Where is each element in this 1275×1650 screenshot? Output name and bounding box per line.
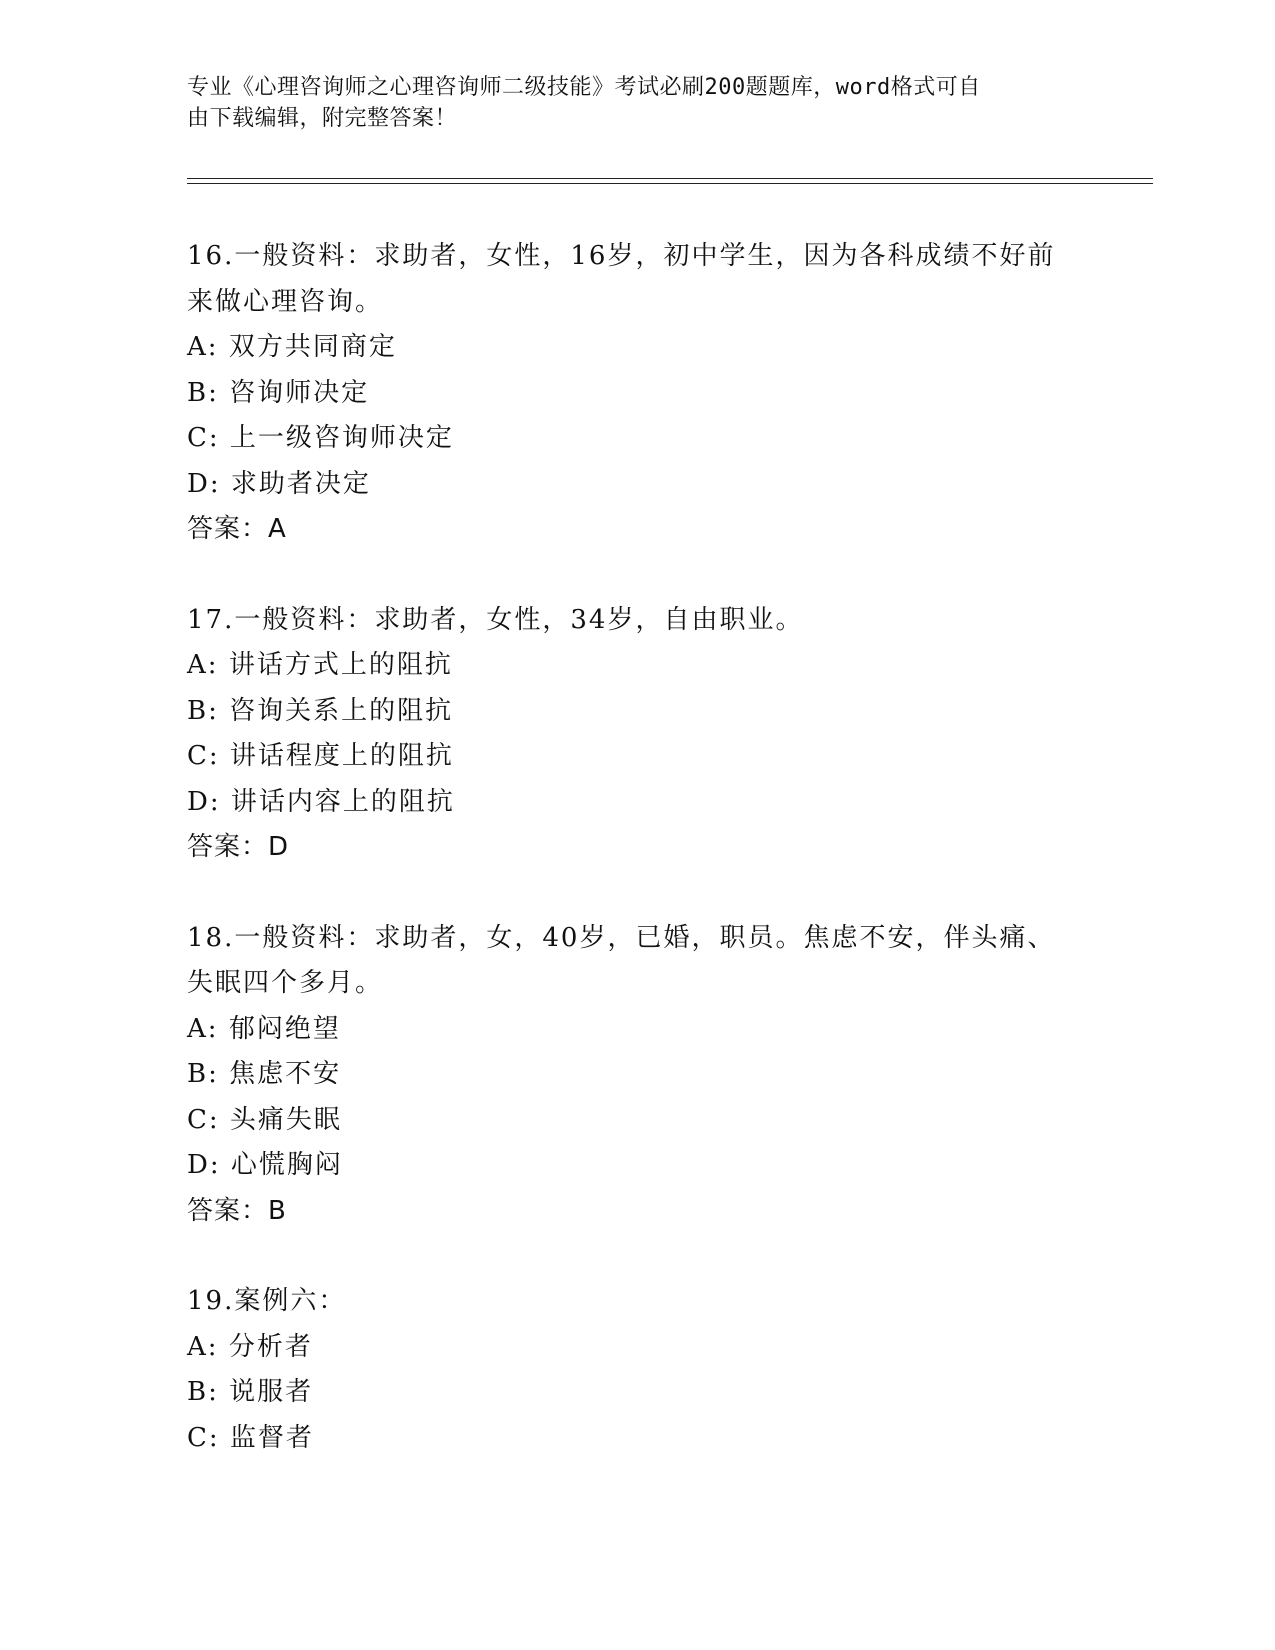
option-b [187, 371, 1087, 417]
answer-label: 答案： [187, 1195, 269, 1226]
question-text: 一般资料：求助者，女性，16岁，初中学生，因为各科成绩不好前 [234, 241, 1056, 271]
option-text: 心慌胸闷 [230, 1150, 343, 1180]
answer-value: B [268, 1195, 287, 1226]
question-text-line-1 [187, 234, 1087, 280]
option-d [187, 462, 1087, 508]
option-a [187, 1007, 1087, 1053]
question-number: 16. [187, 241, 235, 271]
question-text-line-2: 来做心理咨询。 [187, 286, 384, 317]
option-a [187, 643, 1087, 689]
option-text: 分析者 [228, 1331, 313, 1362]
header-divider-top [187, 178, 1153, 179]
option-label: B: [187, 1059, 219, 1089]
option-text: 郁闷绝望 [228, 1013, 341, 1044]
option-label: C: [187, 1104, 220, 1135]
option-b [187, 689, 1087, 735]
question-16 [187, 234, 1087, 553]
option-label: B: [187, 695, 219, 726]
option-a [187, 325, 1087, 371]
question-number: 17. [187, 604, 235, 635]
option-label: C: [187, 741, 220, 771]
answer-label: 答案： [187, 832, 269, 862]
option-label: D: [187, 468, 221, 499]
option-text: 头痛失眠 [229, 1104, 342, 1135]
option-label: A: [187, 1331, 219, 1362]
question-text: 一般资料：求助者，女，40岁，已婚，职员。焦虑不安，伴头痛、 [234, 922, 1056, 953]
answer-line [187, 507, 1087, 553]
header-line-2: 由下载编辑，附完整答案！ [187, 106, 458, 131]
option-text: 咨询师决定 [229, 377, 370, 408]
question-text: 案例六： [234, 1286, 347, 1316]
option-c [187, 734, 1087, 780]
answer-line [187, 825, 1087, 871]
document-header [187, 72, 1087, 134]
option-text: 求助者决定 [230, 468, 371, 499]
option-label: C: [187, 1422, 220, 1453]
option-label: D: [187, 786, 221, 817]
question-19 [187, 1279, 1087, 1461]
option-text: 咨询关系上的阻抗 [229, 695, 454, 726]
option-label: C: [187, 423, 220, 453]
question-list [187, 234, 1087, 1461]
option-c [187, 1098, 1087, 1144]
option-d [187, 780, 1087, 826]
option-text: 讲话方式上的阻抗 [228, 650, 453, 680]
option-text: 双方共同商定 [228, 332, 397, 362]
option-d [187, 1143, 1087, 1189]
option-label: A: [187, 332, 219, 362]
answer-label: 答案： [187, 514, 269, 544]
question-number: 18. [187, 922, 235, 953]
option-b [187, 1052, 1087, 1098]
question-17 [187, 598, 1087, 871]
option-text: 监督者 [229, 1422, 314, 1453]
answer-line [187, 1189, 1087, 1235]
question-text-line-1 [187, 598, 1087, 644]
question-number: 19. [187, 1286, 235, 1316]
option-text: 说服者 [229, 1377, 314, 1407]
option-label: D: [187, 1150, 221, 1180]
option-c [187, 1416, 1087, 1462]
option-label: A: [187, 650, 219, 680]
option-c [187, 416, 1087, 462]
answer-value: A [268, 514, 287, 544]
option-label: B: [187, 1377, 219, 1407]
option-label: B: [187, 377, 219, 408]
header-line-1: 专业《心理咨询师之心理咨询师二级技能》考试必刷200题题库，word格式可自 [187, 75, 981, 100]
option-text: 讲话内容上的阻抗 [230, 786, 455, 817]
question-18 [187, 916, 1087, 1235]
answer-value: D [268, 832, 290, 862]
question-text: 一般资料：求助者，女性，34岁，自由职业。 [234, 604, 804, 635]
option-text: 上一级咨询师决定 [229, 423, 454, 453]
header-divider-bottom [187, 183, 1153, 184]
option-label: A: [187, 1013, 219, 1044]
question-text-line-1 [187, 916, 1087, 962]
option-text: 焦虑不安 [229, 1059, 342, 1089]
option-b [187, 1370, 1087, 1416]
option-text: 讲话程度上的阻抗 [229, 741, 454, 771]
question-text-line-1 [187, 1279, 1087, 1325]
question-text-line-2: 失眠四个多月。 [187, 968, 384, 998]
option-a [187, 1325, 1087, 1371]
